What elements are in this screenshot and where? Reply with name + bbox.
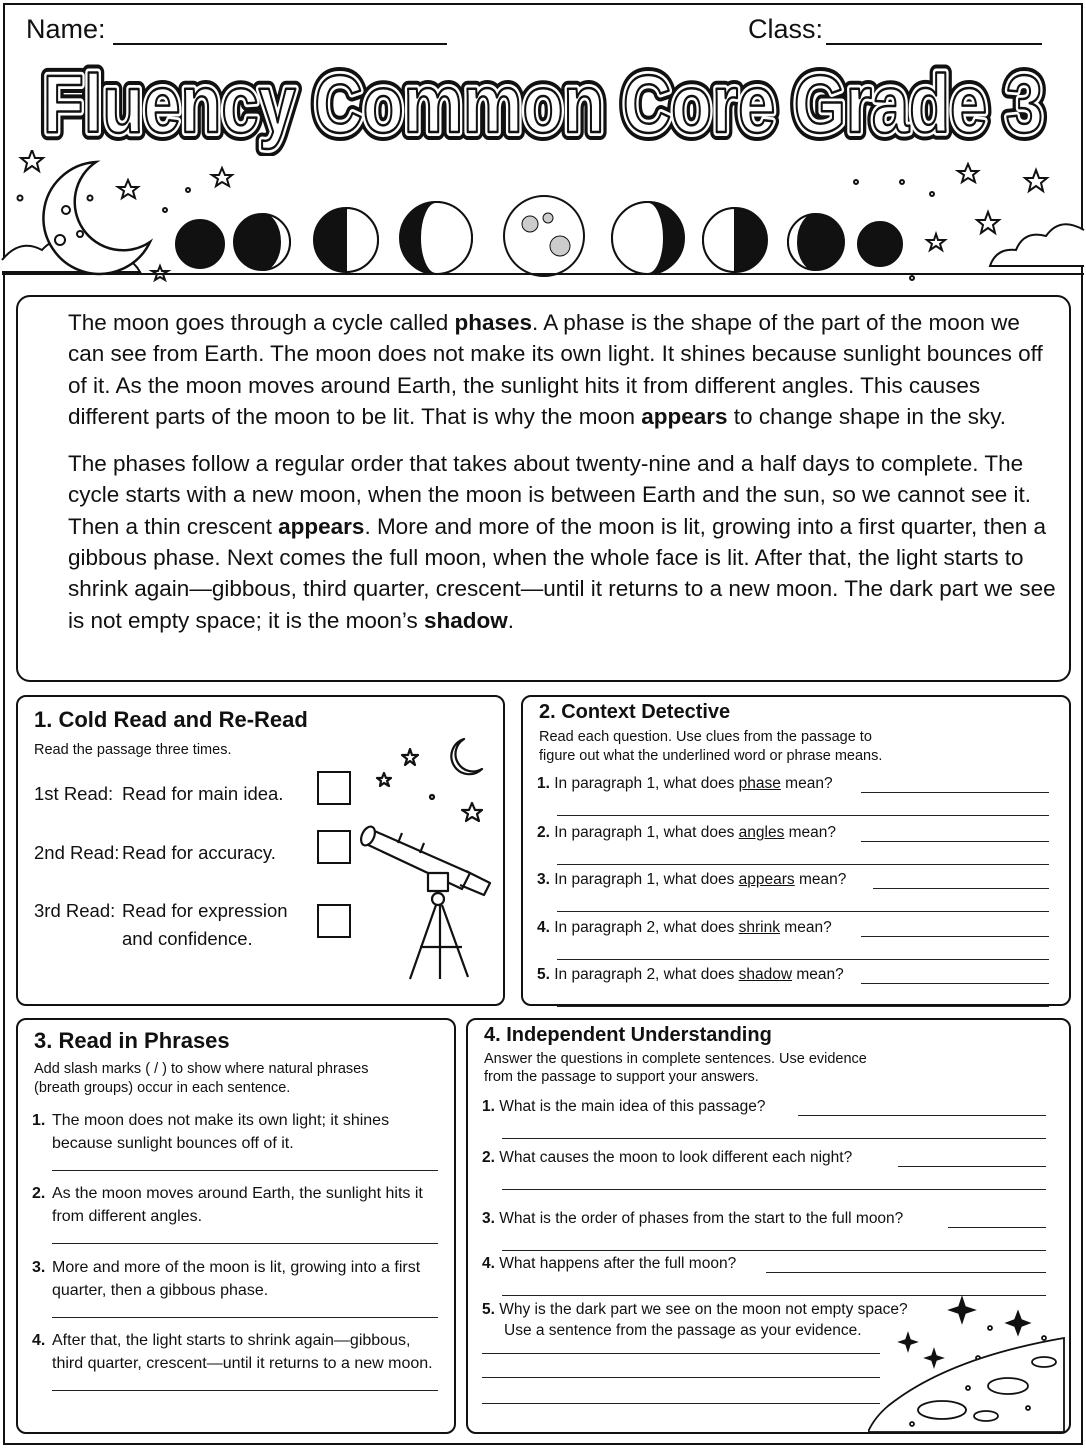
new-moon-icon-2	[858, 222, 902, 266]
question-text: mean?	[794, 871, 847, 888]
passage-text: to change shape in the sky.	[727, 403, 1007, 429]
underlined-word: appears	[738, 871, 795, 888]
context-question	[537, 824, 836, 842]
passage-paragraph-2	[68, 448, 1058, 636]
phrase-sentence: After that, the light starts to shrink again—gibbous, third quarter, crescent—until it returns to a new moon.	[52, 1332, 433, 1372]
question-text: mean?	[780, 775, 833, 792]
phrase-sentence: The moon does not make its own light; it shines because sunlight bounces off of it.	[52, 1112, 390, 1152]
telescope-icon	[358, 733, 498, 983]
section-1-instruction: Read the passage three times.	[34, 742, 232, 758]
question-text: mean?	[792, 966, 844, 983]
answer-line[interactable]	[557, 959, 1049, 960]
answer-line[interactable]	[861, 983, 1049, 984]
passage-text: The phases follow a regular order that takes about twenty-nine and a half days to complete. The cycle starts with a new moon, when the moon is between Earth and the sun, so we cannot see it. Then a thin crescent	[68, 451, 1032, 539]
answer-line[interactable]	[557, 911, 1049, 912]
star-icon	[21, 150, 43, 171]
item-number: 3.	[32, 1259, 46, 1276]
passage-paragraph-1	[68, 307, 1058, 432]
question-text: What is the order of phases from the start to the full moon?	[499, 1210, 904, 1227]
answer-line[interactable]	[557, 864, 1049, 865]
title-outline: Fluency Common Core Grade 3	[43, 59, 1043, 150]
question-text: Why is the dark part we see on the moon not empty space?	[499, 1301, 908, 1318]
question-number: 4.	[482, 1255, 500, 1272]
question-text: In paragraph 1, what does	[554, 824, 739, 841]
question-text: In paragraph 2, what does	[554, 919, 739, 936]
section-4-instruction-line-1: Answer the questions in complete sentences. Use evidence	[484, 1051, 867, 1067]
answer-line[interactable]	[52, 1390, 438, 1391]
section-3-instruction-line-2: (breath groups) occur in each sentence.	[34, 1080, 291, 1096]
context-question	[537, 966, 844, 984]
section-3-title: 3. Read in Phrases	[34, 1028, 230, 1053]
question-text: In paragraph 1, what does	[554, 871, 739, 888]
phrase-item	[32, 1257, 442, 1302]
question-number: 1.	[482, 1098, 500, 1115]
read-3-text-line-2: and confidence.	[122, 928, 253, 949]
understanding-question-line-2: Use a sentence from the passage as your evidence.	[504, 1322, 862, 1339]
question-text: What happens after the full moon?	[499, 1255, 737, 1272]
passage-text: The moon goes through a cycle called	[68, 310, 455, 335]
answer-line[interactable]	[482, 1353, 880, 1354]
answer-line[interactable]	[861, 792, 1049, 793]
section-4-instruction-line-2: from the passage to support your answers.	[484, 1069, 759, 1085]
underlined-word: angles	[738, 824, 785, 841]
understanding-question	[482, 1210, 903, 1228]
answer-line[interactable]	[898, 1166, 1046, 1167]
passage-text: .	[507, 607, 515, 633]
read-2-label: 2nd Read:	[34, 842, 120, 863]
passage-text: . More and more of the moon is lit, growing into a first quarter, then a gibbous phase. Next comes the full moon, when the whole face is lit. After that, the light starts to shrink again—gibbous, third quarter, crescent—until it returns to a new moon. The dark part we see is not empty space; it is the moon’s	[68, 513, 1056, 633]
vocabulary-word: shadow	[424, 607, 508, 633]
answer-line[interactable]	[798, 1115, 1046, 1116]
title-inner-outline: Fluency Common Core Grade 3	[43, 59, 1043, 150]
read-2-checkbox[interactable]	[317, 830, 351, 864]
understanding-question	[482, 1255, 736, 1273]
moon-surface-icon	[868, 1288, 1068, 1432]
answer-line[interactable]	[861, 936, 1049, 937]
answer-line[interactable]	[948, 1227, 1046, 1228]
question-text: In paragraph 1, what does	[554, 775, 739, 792]
answer-line[interactable]	[861, 841, 1049, 842]
answer-line[interactable]	[482, 1403, 880, 1404]
understanding-question	[482, 1301, 908, 1319]
answer-line[interactable]	[52, 1317, 438, 1318]
star-icon	[958, 164, 978, 182]
item-number: 2.	[32, 1185, 46, 1202]
question-number: 4.	[537, 919, 555, 936]
understanding-question	[482, 1149, 852, 1167]
moon-phases-illustration	[0, 150, 1086, 290]
phrase-item	[32, 1330, 442, 1375]
read-1-label: 1st Read:	[34, 783, 114, 804]
section-2-title: 2. Context Detective	[539, 701, 731, 723]
star-icon	[927, 234, 945, 250]
answer-line[interactable]	[766, 1272, 1046, 1273]
class-field[interactable]	[826, 43, 1042, 45]
underlined-word: shrink	[738, 919, 780, 936]
section-context-detective	[521, 695, 1071, 1006]
answer-line[interactable]	[502, 1189, 1046, 1190]
section-read-in-phrases	[16, 1018, 456, 1434]
full-moon-icon	[504, 196, 584, 276]
item-number: 1.	[32, 1112, 46, 1129]
section-cold-read	[16, 695, 505, 1006]
underlined-word: phase	[738, 775, 781, 792]
read-1-text: Read for main idea.	[122, 783, 284, 804]
answer-line[interactable]	[557, 815, 1049, 816]
understanding-question	[482, 1098, 765, 1116]
section-4-title: 4. Independent Understanding	[484, 1024, 772, 1046]
read-3-text: Read for expression	[122, 900, 288, 921]
answer-line[interactable]	[482, 1377, 880, 1378]
question-text: mean?	[780, 919, 832, 936]
phrase-item	[32, 1183, 442, 1228]
vocabulary-word: appears	[278, 513, 365, 539]
question-text: What is the main idea of this passage?	[499, 1098, 766, 1115]
name-field[interactable]	[113, 43, 447, 45]
section-3-instruction-line-1: Add slash marks ( / ) to show where natural phrases	[34, 1061, 369, 1077]
context-question	[537, 919, 832, 937]
crescent-moon-icon	[43, 162, 150, 274]
question-text: mean?	[784, 824, 837, 841]
phrase-sentence: More and more of the moon is lit, growing into a first quarter, then a gibbous phase.	[52, 1259, 421, 1299]
vocabulary-word: appears	[641, 403, 728, 429]
cloud-right-icon	[990, 224, 1084, 266]
passage-text: . A phase is the shape of the part of the moon we can see from Earth. The moon does not make its own light. It shines because sunlight bounces off of it. As the moon moves around Earth, the sunlight hits it from different angles. This causes different parts of the moon to be lit. That is why the moon	[68, 310, 1043, 429]
read-3-checkbox[interactable]	[317, 904, 351, 938]
phrase-sentence: As the moon moves around Earth, the sunlight hits it from different angles.	[52, 1185, 423, 1225]
reading-passage	[16, 295, 1071, 682]
answer-line[interactable]	[873, 888, 1049, 889]
question-number: 2.	[537, 824, 555, 841]
name-label: Name:	[26, 14, 106, 44]
item-number: 4.	[32, 1332, 46, 1349]
question-number: 5.	[537, 966, 555, 983]
phrase-item	[32, 1110, 442, 1155]
class-label: Class:	[748, 14, 824, 44]
question-number: 2.	[482, 1149, 500, 1166]
page-title	[0, 52, 1086, 156]
answer-line[interactable]	[52, 1170, 438, 1171]
new-moon-icon	[176, 220, 224, 268]
question-number: 3.	[537, 871, 555, 888]
question-number: 5.	[482, 1301, 500, 1318]
section-2-instruction-line-1: Read each question. Use clues from the passage to	[539, 729, 872, 745]
question-number: 1.	[537, 775, 555, 792]
section-1-title: 1. Cold Read and Re-Read	[34, 707, 308, 732]
answer-line[interactable]	[557, 1006, 1049, 1007]
star-icon	[212, 168, 232, 186]
answer-line[interactable]	[502, 1250, 1046, 1251]
star-icon	[118, 180, 138, 198]
answer-line[interactable]	[52, 1243, 438, 1244]
star-icon	[1025, 170, 1047, 191]
title-text: Fluency Common Core Grade 3	[43, 59, 1043, 150]
question-text: In paragraph 2, what does	[554, 966, 739, 983]
question-text: What causes the moon to look different each night?	[499, 1149, 853, 1166]
vocabulary-word: phases	[454, 310, 533, 335]
section-2-instruction-line-2: figure out what the underlined word or phrase means.	[539, 748, 883, 764]
context-question	[537, 775, 833, 793]
section-independent-understanding	[466, 1018, 1071, 1434]
star-icon	[977, 212, 999, 233]
underlined-word: shadow	[738, 966, 793, 983]
read-3-label: 3rd Read:	[34, 900, 116, 921]
question-number: 3.	[482, 1210, 500, 1227]
context-question	[537, 871, 846, 889]
read-1-checkbox[interactable]	[317, 771, 351, 805]
read-2-text: Read for accuracy.	[122, 842, 276, 863]
answer-line[interactable]	[502, 1138, 1046, 1139]
